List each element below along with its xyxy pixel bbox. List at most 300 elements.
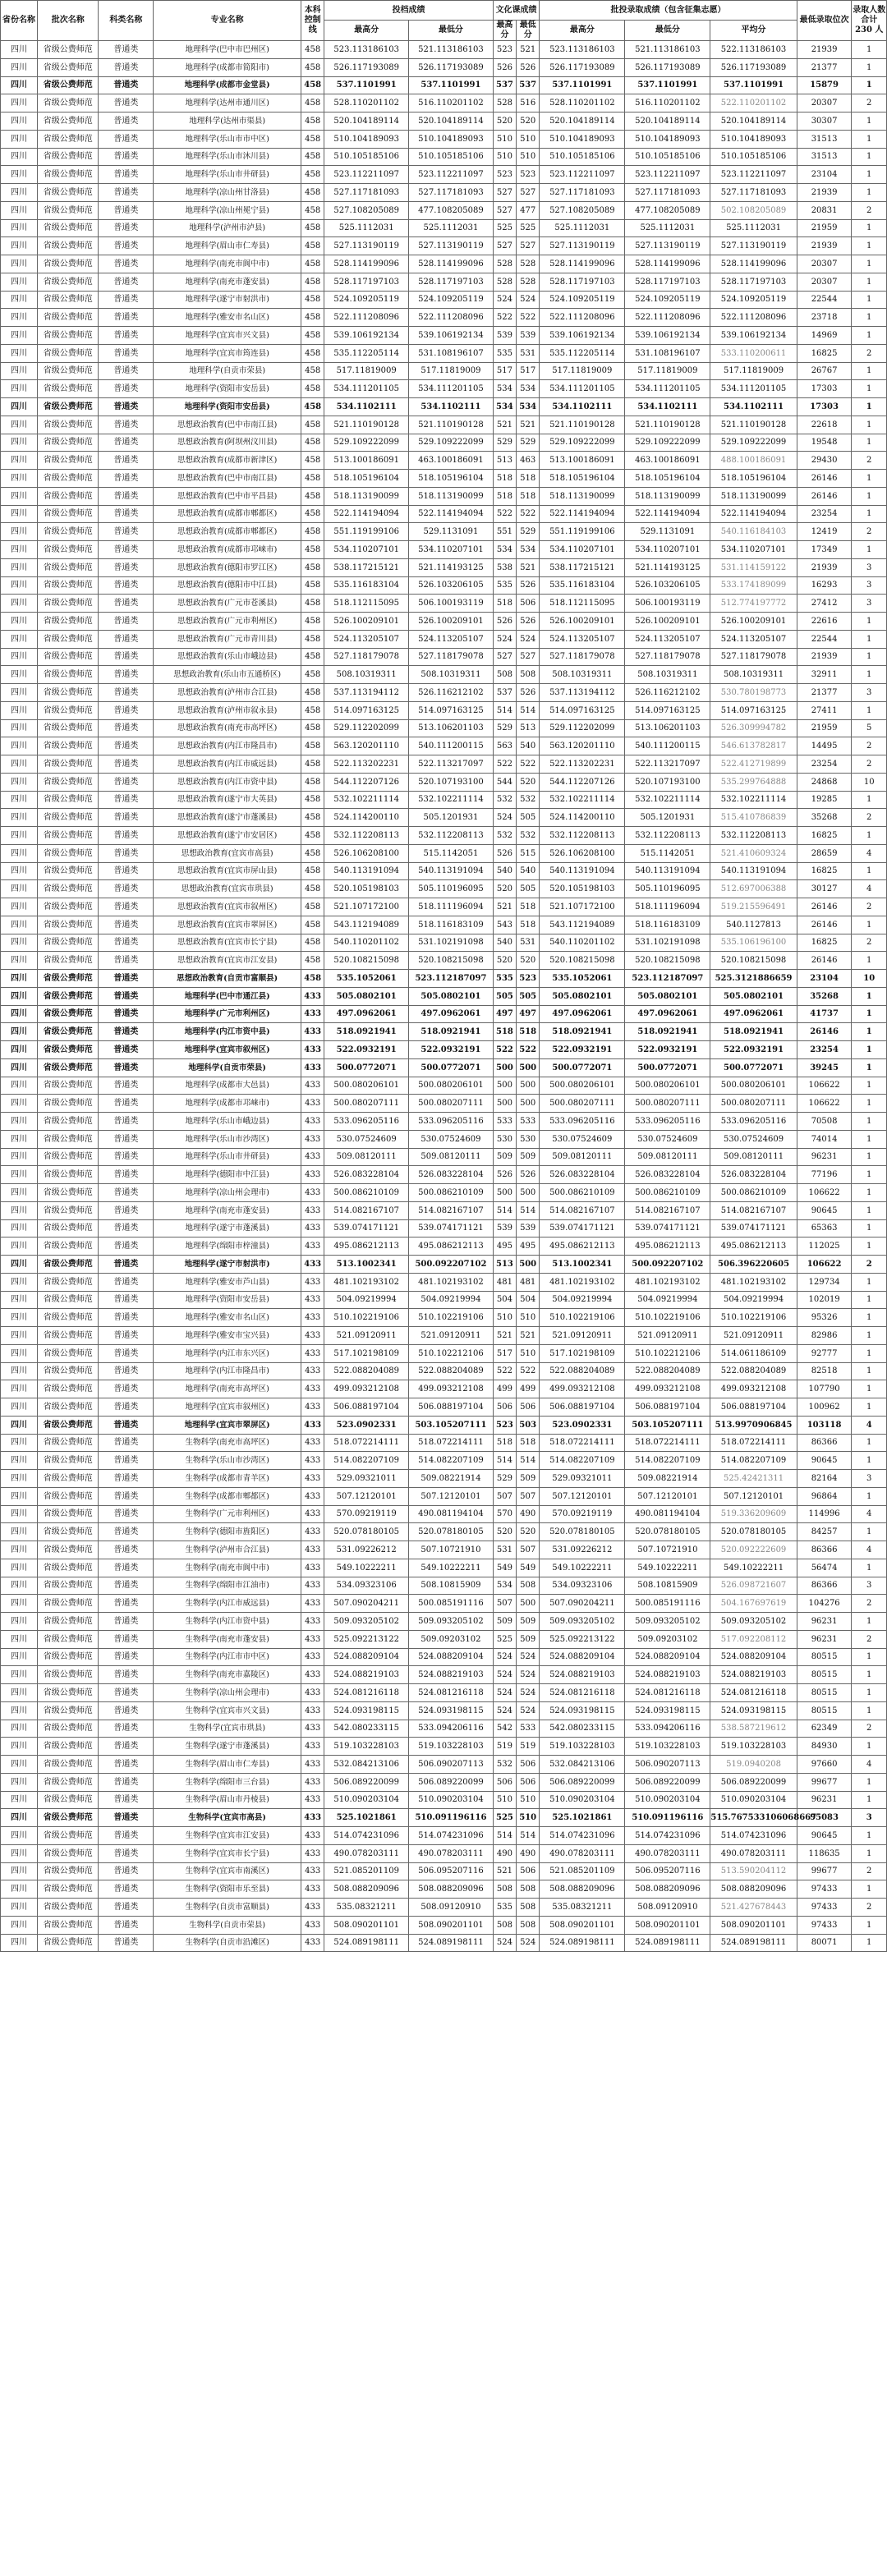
- cell-batch: 省级公费师范: [37, 701, 99, 719]
- cell-lq-min: 522.088204089: [625, 1362, 710, 1380]
- cell-batch: 省级公费师范: [37, 201, 99, 219]
- cell-control-line: 433: [301, 1630, 324, 1648]
- cell-min-rank: 106622: [797, 1095, 852, 1113]
- cell-lq-max: 543.112194089: [540, 916, 625, 934]
- cell-wh-min: 533: [517, 1113, 540, 1131]
- cell-lq-min: 518.105196104: [625, 470, 710, 488]
- cell-control-line: 433: [301, 1273, 324, 1291]
- cell-province: 四川: [1, 1452, 38, 1470]
- cell-min-rank: 22618: [797, 416, 852, 434]
- cell-major: 地理科学(南充市高坪区): [154, 1380, 301, 1398]
- cell-subject: 普通类: [99, 1362, 154, 1380]
- cell-min-rank: 112025: [797, 1237, 852, 1256]
- cell-td-max: 535.1052061: [324, 970, 409, 988]
- cell-control-line: 433: [301, 1684, 324, 1702]
- cell-td-min: 529.1131091: [409, 523, 494, 541]
- cell-major: 思想政治教育(宜宾市叙州区): [154, 898, 301, 916]
- cell-subject: 普通类: [99, 1077, 154, 1095]
- cell-lq-min: 504.09219994: [625, 1291, 710, 1309]
- cell-batch: 省级公费师范: [37, 1130, 99, 1148]
- cell-td-max: 520.104189114: [324, 112, 409, 131]
- cell-control-line: 458: [301, 255, 324, 273]
- cell-wh-max: 521: [493, 1862, 516, 1880]
- cell-lq-avg: 526.083228104: [710, 1166, 797, 1184]
- cell-td-max: 543.112194089: [324, 916, 409, 934]
- cell-major: 地理科学(广元市利州区): [154, 1005, 301, 1023]
- cell-control-line: 458: [301, 505, 324, 523]
- cell-subject: 普通类: [99, 380, 154, 398]
- table-row: [1, 1541, 887, 1559]
- cell-province: 四川: [1, 327, 38, 345]
- table-row: [1, 219, 887, 237]
- cell-lq-max: 542.080233115: [540, 1720, 625, 1738]
- cell-lq-min: 509.093205102: [625, 1613, 710, 1631]
- cell-lq-max: 510.102219106: [540, 1309, 625, 1327]
- cell-td-min: 523.112187097: [409, 970, 494, 988]
- table-row: [1, 1130, 887, 1148]
- cell-min-rank: 99677: [797, 1773, 852, 1791]
- cell-min-rank: 32911: [797, 666, 852, 684]
- cell-subject: 普通类: [99, 1505, 154, 1523]
- cell-province: 四川: [1, 844, 38, 862]
- table-row: [1, 1434, 887, 1452]
- cell-province: 四川: [1, 470, 38, 488]
- cell-subject: 普通类: [99, 648, 154, 666]
- cell-batch: 省级公费师范: [37, 916, 99, 934]
- cell-province: 四川: [1, 737, 38, 755]
- cell-wh-max: 537: [493, 76, 516, 94]
- cell-wh-min: 537: [517, 76, 540, 94]
- cell-batch: 省级公费师范: [37, 1041, 99, 1059]
- cell-lq-avg: 540.116184103: [710, 523, 797, 541]
- table-row: [1, 1559, 887, 1577]
- cell-count: 1: [852, 1380, 887, 1398]
- cell-subject: 普通类: [99, 201, 154, 219]
- cell-major: 思想政治教育(乐山市五通桥区): [154, 666, 301, 684]
- cell-batch: 省级公费师范: [37, 987, 99, 1005]
- cell-wh-min: 526: [517, 576, 540, 595]
- cell-td-max: 529.109222099: [324, 434, 409, 452]
- cell-lq-max: 500.086210109: [540, 1184, 625, 1202]
- cell-subject: 普通类: [99, 558, 154, 576]
- table-row: [1, 898, 887, 916]
- cell-wh-max: 526: [493, 58, 516, 76]
- cell-subject: 普通类: [99, 148, 154, 166]
- cell-control-line: 433: [301, 1201, 324, 1219]
- cell-wh-min: 534: [517, 541, 540, 559]
- cell-lq-max: 526.117193089: [540, 58, 625, 76]
- table-row: [1, 523, 887, 541]
- cell-lq-max: 534.09323106: [540, 1577, 625, 1595]
- cell-min-rank: 80071: [797, 1934, 852, 1952]
- table-row: [1, 1577, 887, 1595]
- cell-count: 1: [852, 487, 887, 505]
- cell-wh-min: 506: [517, 1862, 540, 1880]
- cell-subject: 普通类: [99, 1684, 154, 1702]
- cell-wh-min: 534: [517, 398, 540, 416]
- cell-lq-min: 524.088219103: [625, 1666, 710, 1684]
- cell-lq-min: 500.0772071: [625, 1058, 710, 1077]
- cell-td-max: 532.084213106: [324, 1756, 409, 1774]
- cell-province: 四川: [1, 916, 38, 934]
- cell-wh-min: 549: [517, 1559, 540, 1577]
- cell-subject: 普通类: [99, 1595, 154, 1613]
- cell-td-min: 524.109205119: [409, 291, 494, 309]
- cell-wh-min: 524: [517, 1701, 540, 1720]
- cell-major: 地理科学(达州市渠县): [154, 112, 301, 131]
- table-row: [1, 166, 887, 184]
- cell-lq-max: 481.102193102: [540, 1273, 625, 1291]
- cell-min-rank: 22616: [797, 613, 852, 631]
- cell-lq-max: 522.111208096: [540, 309, 625, 327]
- cell-province: 四川: [1, 434, 38, 452]
- cell-subject: 普通类: [99, 1613, 154, 1631]
- cell-td-max: 527.117181093: [324, 184, 409, 202]
- cell-min-rank: 26146: [797, 470, 852, 488]
- cell-count: 1: [852, 1005, 887, 1023]
- cell-province: 四川: [1, 452, 38, 470]
- cell-lq-min: 514.097163125: [625, 701, 710, 719]
- cell-province: 四川: [1, 1219, 38, 1237]
- cell-td-max: 563.120201110: [324, 737, 409, 755]
- cell-lq-max: 513.100186091: [540, 452, 625, 470]
- cell-min-rank: 82164: [797, 1470, 852, 1488]
- cell-wh-min: 500: [517, 1058, 540, 1077]
- cell-province: 四川: [1, 76, 38, 94]
- cell-td-min: 520.107193100: [409, 773, 494, 791]
- cell-wh-min: 540: [517, 862, 540, 880]
- cell-major: 地理科学(宜宾市兴文县): [154, 327, 301, 345]
- cell-wh-max: 510: [493, 130, 516, 148]
- cell-lq-avg: 506.088197104: [710, 1398, 797, 1417]
- cell-wh-min: 515: [517, 844, 540, 862]
- cell-control-line: 458: [301, 701, 324, 719]
- cell-lq-min: 518.0921941: [625, 1023, 710, 1041]
- cell-wh-max: 524: [493, 1934, 516, 1952]
- cell-td-min: 520.108215098: [409, 952, 494, 970]
- cell-subject: 普通类: [99, 1416, 154, 1434]
- cell-batch: 省级公费师范: [37, 166, 99, 184]
- cell-batch: 省级公费师范: [37, 1398, 99, 1417]
- cell-lq-max: 527.113190119: [540, 237, 625, 255]
- header-province: 省份名称: [1, 1, 38, 41]
- cell-subject: 普通类: [99, 952, 154, 970]
- cell-min-rank: 97433: [797, 1899, 852, 1917]
- cell-td-min: 510.091196116: [409, 1809, 494, 1827]
- cell-td-min: 524.093198115: [409, 1701, 494, 1720]
- cell-subject: 普通类: [99, 844, 154, 862]
- cell-lq-min: 500.080206101: [625, 1077, 710, 1095]
- cell-major: 生物科学(宜宾市兴文县): [154, 1701, 301, 1720]
- cell-batch: 省级公费师范: [37, 1487, 99, 1505]
- cell-wh-max: 514: [493, 1201, 516, 1219]
- cell-td-max: 525.092213122: [324, 1630, 409, 1648]
- cell-lq-avg: 508.088209096: [710, 1880, 797, 1899]
- cell-subject: 普通类: [99, 987, 154, 1005]
- cell-batch: 省级公费师范: [37, 755, 99, 774]
- cell-wh-max: 499: [493, 1380, 516, 1398]
- cell-wh-min: 532: [517, 827, 540, 845]
- cell-major: 思想政治教育(自贡市富顺县): [154, 970, 301, 988]
- cell-wh-min: 518: [517, 487, 540, 505]
- cell-lq-max: 528.114199096: [540, 255, 625, 273]
- cell-wh-min: 508: [517, 1577, 540, 1595]
- cell-min-rank: 19285: [797, 791, 852, 809]
- cell-province: 四川: [1, 755, 38, 774]
- cell-major: 生物科学(德阳市旌阳区): [154, 1523, 301, 1541]
- cell-batch: 省级公费师范: [37, 791, 99, 809]
- cell-lq-min: 540.111200115: [625, 737, 710, 755]
- cell-lq-avg: 504.09219994: [710, 1291, 797, 1309]
- cell-td-max: 522.113202231: [324, 755, 409, 774]
- cell-control-line: 433: [301, 1095, 324, 1113]
- cell-count: 1: [852, 1934, 887, 1952]
- cell-count: 1: [852, 255, 887, 273]
- cell-td-min: 528.114199096: [409, 255, 494, 273]
- cell-lq-avg: 509.08120111: [710, 1148, 797, 1166]
- cell-min-rank: 16293: [797, 576, 852, 595]
- cell-wh-max: 506: [493, 1398, 516, 1417]
- cell-lq-avg: 513.9970906845: [710, 1416, 797, 1434]
- cell-batch: 省级公费师范: [37, 1184, 99, 1202]
- cell-count: 1: [852, 1166, 887, 1184]
- cell-control-line: 458: [301, 862, 324, 880]
- cell-wh-max: 525: [493, 219, 516, 237]
- cell-major: 思想政治教育(宜宾市珙县): [154, 880, 301, 898]
- cell-td-min: 463.100186091: [409, 452, 494, 470]
- cell-province: 四川: [1, 130, 38, 148]
- cell-wh-min: 524: [517, 630, 540, 648]
- cell-min-rank: 39245: [797, 1058, 852, 1077]
- cell-lq-avg: 521.410609324: [710, 844, 797, 862]
- cell-td-max: 517.11819009: [324, 362, 409, 380]
- cell-min-rank: 80515: [797, 1648, 852, 1666]
- cell-count: 2: [852, 934, 887, 952]
- cell-count: 1: [852, 1130, 887, 1148]
- cell-batch: 省级公费师范: [37, 76, 99, 94]
- cell-td-max: 518.113190099: [324, 487, 409, 505]
- cell-province: 四川: [1, 862, 38, 880]
- cell-min-rank: 26146: [797, 898, 852, 916]
- cell-lq-avg: 518.105196104: [710, 470, 797, 488]
- cell-control-line: 458: [301, 41, 324, 59]
- cell-td-min: 514.097163125: [409, 701, 494, 719]
- cell-control-line: 433: [301, 1648, 324, 1666]
- cell-lq-min: 506.090207113: [625, 1756, 710, 1774]
- cell-td-max: 535.112205114: [324, 344, 409, 362]
- cell-td-max: 537.1101991: [324, 76, 409, 94]
- cell-control-line: 433: [301, 1756, 324, 1774]
- cell-wh-min: 524: [517, 1684, 540, 1702]
- cell-province: 四川: [1, 1648, 38, 1666]
- table-row: [1, 130, 887, 148]
- cell-major: 地理科学(南充市阆中市): [154, 255, 301, 273]
- cell-td-max: 526.117193089: [324, 58, 409, 76]
- cell-lq-max: 497.0962061: [540, 1005, 625, 1023]
- cell-lq-avg: 490.078203111: [710, 1844, 797, 1862]
- table-row: [1, 434, 887, 452]
- cell-province: 四川: [1, 880, 38, 898]
- cell-min-rank: 28659: [797, 844, 852, 862]
- cell-wh-max: 527: [493, 201, 516, 219]
- cell-batch: 省级公费师范: [37, 1701, 99, 1720]
- cell-lq-avg: 522.412719899: [710, 755, 797, 774]
- cell-major: 地理科学(乐山市井研县): [154, 1148, 301, 1166]
- cell-subject: 普通类: [99, 505, 154, 523]
- cell-lq-max: 524.113205107: [540, 630, 625, 648]
- cell-major: 地理科学(泸州市泸县): [154, 219, 301, 237]
- cell-subject: 普通类: [99, 362, 154, 380]
- cell-count: 2: [852, 1899, 887, 1917]
- cell-major: 思想政治教育(成都市郫都区): [154, 523, 301, 541]
- cell-subject: 普通类: [99, 255, 154, 273]
- cell-province: 四川: [1, 58, 38, 76]
- table-row: [1, 309, 887, 327]
- cell-td-min: 500.080206101: [409, 1077, 494, 1095]
- cell-wh-max: 522: [493, 1041, 516, 1059]
- table-row: [1, 719, 887, 737]
- cell-control-line: 458: [301, 934, 324, 952]
- cell-wh-max: 524: [493, 1648, 516, 1666]
- cell-lq-min: 527.113190119: [625, 237, 710, 255]
- cell-province: 四川: [1, 791, 38, 809]
- table-row: [1, 1827, 887, 1845]
- cell-wh-min: 509: [517, 1613, 540, 1631]
- cell-min-rank: 23254: [797, 505, 852, 523]
- cell-batch: 省级公费师范: [37, 1362, 99, 1380]
- cell-min-rank: 17349: [797, 541, 852, 559]
- cell-td-max: 522.111208096: [324, 309, 409, 327]
- cell-batch: 省级公费师范: [37, 1934, 99, 1952]
- cell-td-max: 500.0772071: [324, 1058, 409, 1077]
- cell-min-rank: 20307: [797, 255, 852, 273]
- cell-control-line: 458: [301, 309, 324, 327]
- cell-major: 生物科学(眉山市丹棱县): [154, 1791, 301, 1809]
- cell-lq-max: 535.1052061: [540, 970, 625, 988]
- cell-province: 四川: [1, 541, 38, 559]
- cell-min-rank: 17303: [797, 398, 852, 416]
- table-row: [1, 41, 887, 59]
- cell-subject: 普通类: [99, 630, 154, 648]
- cell-lq-min: 500.085191116: [625, 1595, 710, 1613]
- cell-wh-min: 514: [517, 1201, 540, 1219]
- cell-lq-min: 519.103228103: [625, 1738, 710, 1756]
- cell-wh-min: 522: [517, 309, 540, 327]
- cell-min-rank: 80515: [797, 1684, 852, 1702]
- cell-count: 1: [852, 1434, 887, 1452]
- cell-min-rank: 22544: [797, 291, 852, 309]
- cell-min-rank: 21939: [797, 184, 852, 202]
- table-row: [1, 880, 887, 898]
- cell-lq-min: 532.112208113: [625, 827, 710, 845]
- cell-control-line: 433: [301, 1023, 324, 1041]
- cell-control-line: 458: [301, 827, 324, 845]
- cell-control-line: 433: [301, 1416, 324, 1434]
- cell-lq-avg: 522.110201102: [710, 94, 797, 112]
- cell-td-max: 500.086210109: [324, 1184, 409, 1202]
- cell-batch: 省级公费师范: [37, 934, 99, 952]
- cell-lq-max: 509.08120111: [540, 1148, 625, 1166]
- cell-lq-avg: 510.090203104: [710, 1791, 797, 1809]
- cell-control-line: 433: [301, 1559, 324, 1577]
- cell-lq-avg: 530.780198773: [710, 684, 797, 702]
- cell-td-max: 522.0932191: [324, 1041, 409, 1059]
- cell-lq-min: 524.093198115: [625, 1701, 710, 1720]
- cell-lq-avg: 527.117181093: [710, 184, 797, 202]
- cell-batch: 省级公费师范: [37, 309, 99, 327]
- cell-batch: 省级公费师范: [37, 1166, 99, 1184]
- cell-province: 四川: [1, 1701, 38, 1720]
- cell-control-line: 458: [301, 398, 324, 416]
- cell-lq-avg: 497.0962061: [710, 1005, 797, 1023]
- cell-lq-avg: 528.117197103: [710, 273, 797, 291]
- cell-count: 1: [852, 1327, 887, 1345]
- cell-lq-avg: 519.0940208: [710, 1756, 797, 1774]
- cell-lq-max: 527.117181093: [540, 184, 625, 202]
- table-row: [1, 809, 887, 827]
- cell-lq-max: 528.110201102: [540, 94, 625, 112]
- cell-control-line: 433: [301, 1309, 324, 1327]
- cell-control-line: 433: [301, 1148, 324, 1166]
- cell-subject: 普通类: [99, 1256, 154, 1274]
- cell-province: 四川: [1, 1362, 38, 1380]
- cell-batch: 省级公费师范: [37, 1613, 99, 1631]
- cell-lq-max: 524.081216118: [540, 1684, 625, 1702]
- cell-control-line: 433: [301, 1219, 324, 1237]
- cell-batch: 省级公费师范: [37, 1005, 99, 1023]
- cell-batch: 省级公费师范: [37, 505, 99, 523]
- cell-major: 生物科学(宜宾市高县): [154, 1809, 301, 1827]
- cell-province: 四川: [1, 1630, 38, 1648]
- cell-province: 四川: [1, 1899, 38, 1917]
- cell-subject: 普通类: [99, 737, 154, 755]
- cell-major: 思想政治教育(遂宁市安居区): [154, 827, 301, 845]
- cell-batch: 省级公费师范: [37, 470, 99, 488]
- cell-major: 地理科学(资阳市安岳县): [154, 398, 301, 416]
- table-row: [1, 1148, 887, 1166]
- cell-subject: 普通类: [99, 1701, 154, 1720]
- cell-control-line: 458: [301, 809, 324, 827]
- cell-major: 思想政治教育(德阳市罗江区): [154, 558, 301, 576]
- cell-lq-avg: 525.42421311: [710, 1470, 797, 1488]
- cell-min-rank: 16825: [797, 827, 852, 845]
- cell-control-line: 433: [301, 1362, 324, 1380]
- cell-wh-max: 520: [493, 112, 516, 131]
- cell-td-min: 510.102219106: [409, 1309, 494, 1327]
- cell-lq-max: 517.102198109: [540, 1344, 625, 1362]
- cell-wh-max: 508: [493, 1916, 516, 1934]
- cell-lq-max: 500.080206101: [540, 1077, 625, 1095]
- cell-count: 1: [852, 184, 887, 202]
- cell-td-max: 531.09226212: [324, 1541, 409, 1559]
- cell-wh-min: 506: [517, 1398, 540, 1417]
- cell-count: 1: [852, 76, 887, 94]
- cell-lq-max: 521.085201109: [540, 1862, 625, 1880]
- cell-td-max: 534.111201105: [324, 380, 409, 398]
- cell-batch: 省级公费师范: [37, 952, 99, 970]
- cell-lq-avg: 520.092222609: [710, 1541, 797, 1559]
- cell-lq-min: 510.102219106: [625, 1309, 710, 1327]
- cell-major: 生物科学(内江市资中县): [154, 1613, 301, 1631]
- cell-lq-max: 522.0932191: [540, 1041, 625, 1059]
- cell-major: 思想政治教育(成都市新津区): [154, 452, 301, 470]
- cell-wh-max: 534: [493, 541, 516, 559]
- cell-control-line: 458: [301, 58, 324, 76]
- cell-lq-min: 534.1102111: [625, 398, 710, 416]
- cell-batch: 省级公费师范: [37, 1862, 99, 1880]
- cell-control-line: 433: [301, 1470, 324, 1488]
- cell-td-max: 529.112202099: [324, 719, 409, 737]
